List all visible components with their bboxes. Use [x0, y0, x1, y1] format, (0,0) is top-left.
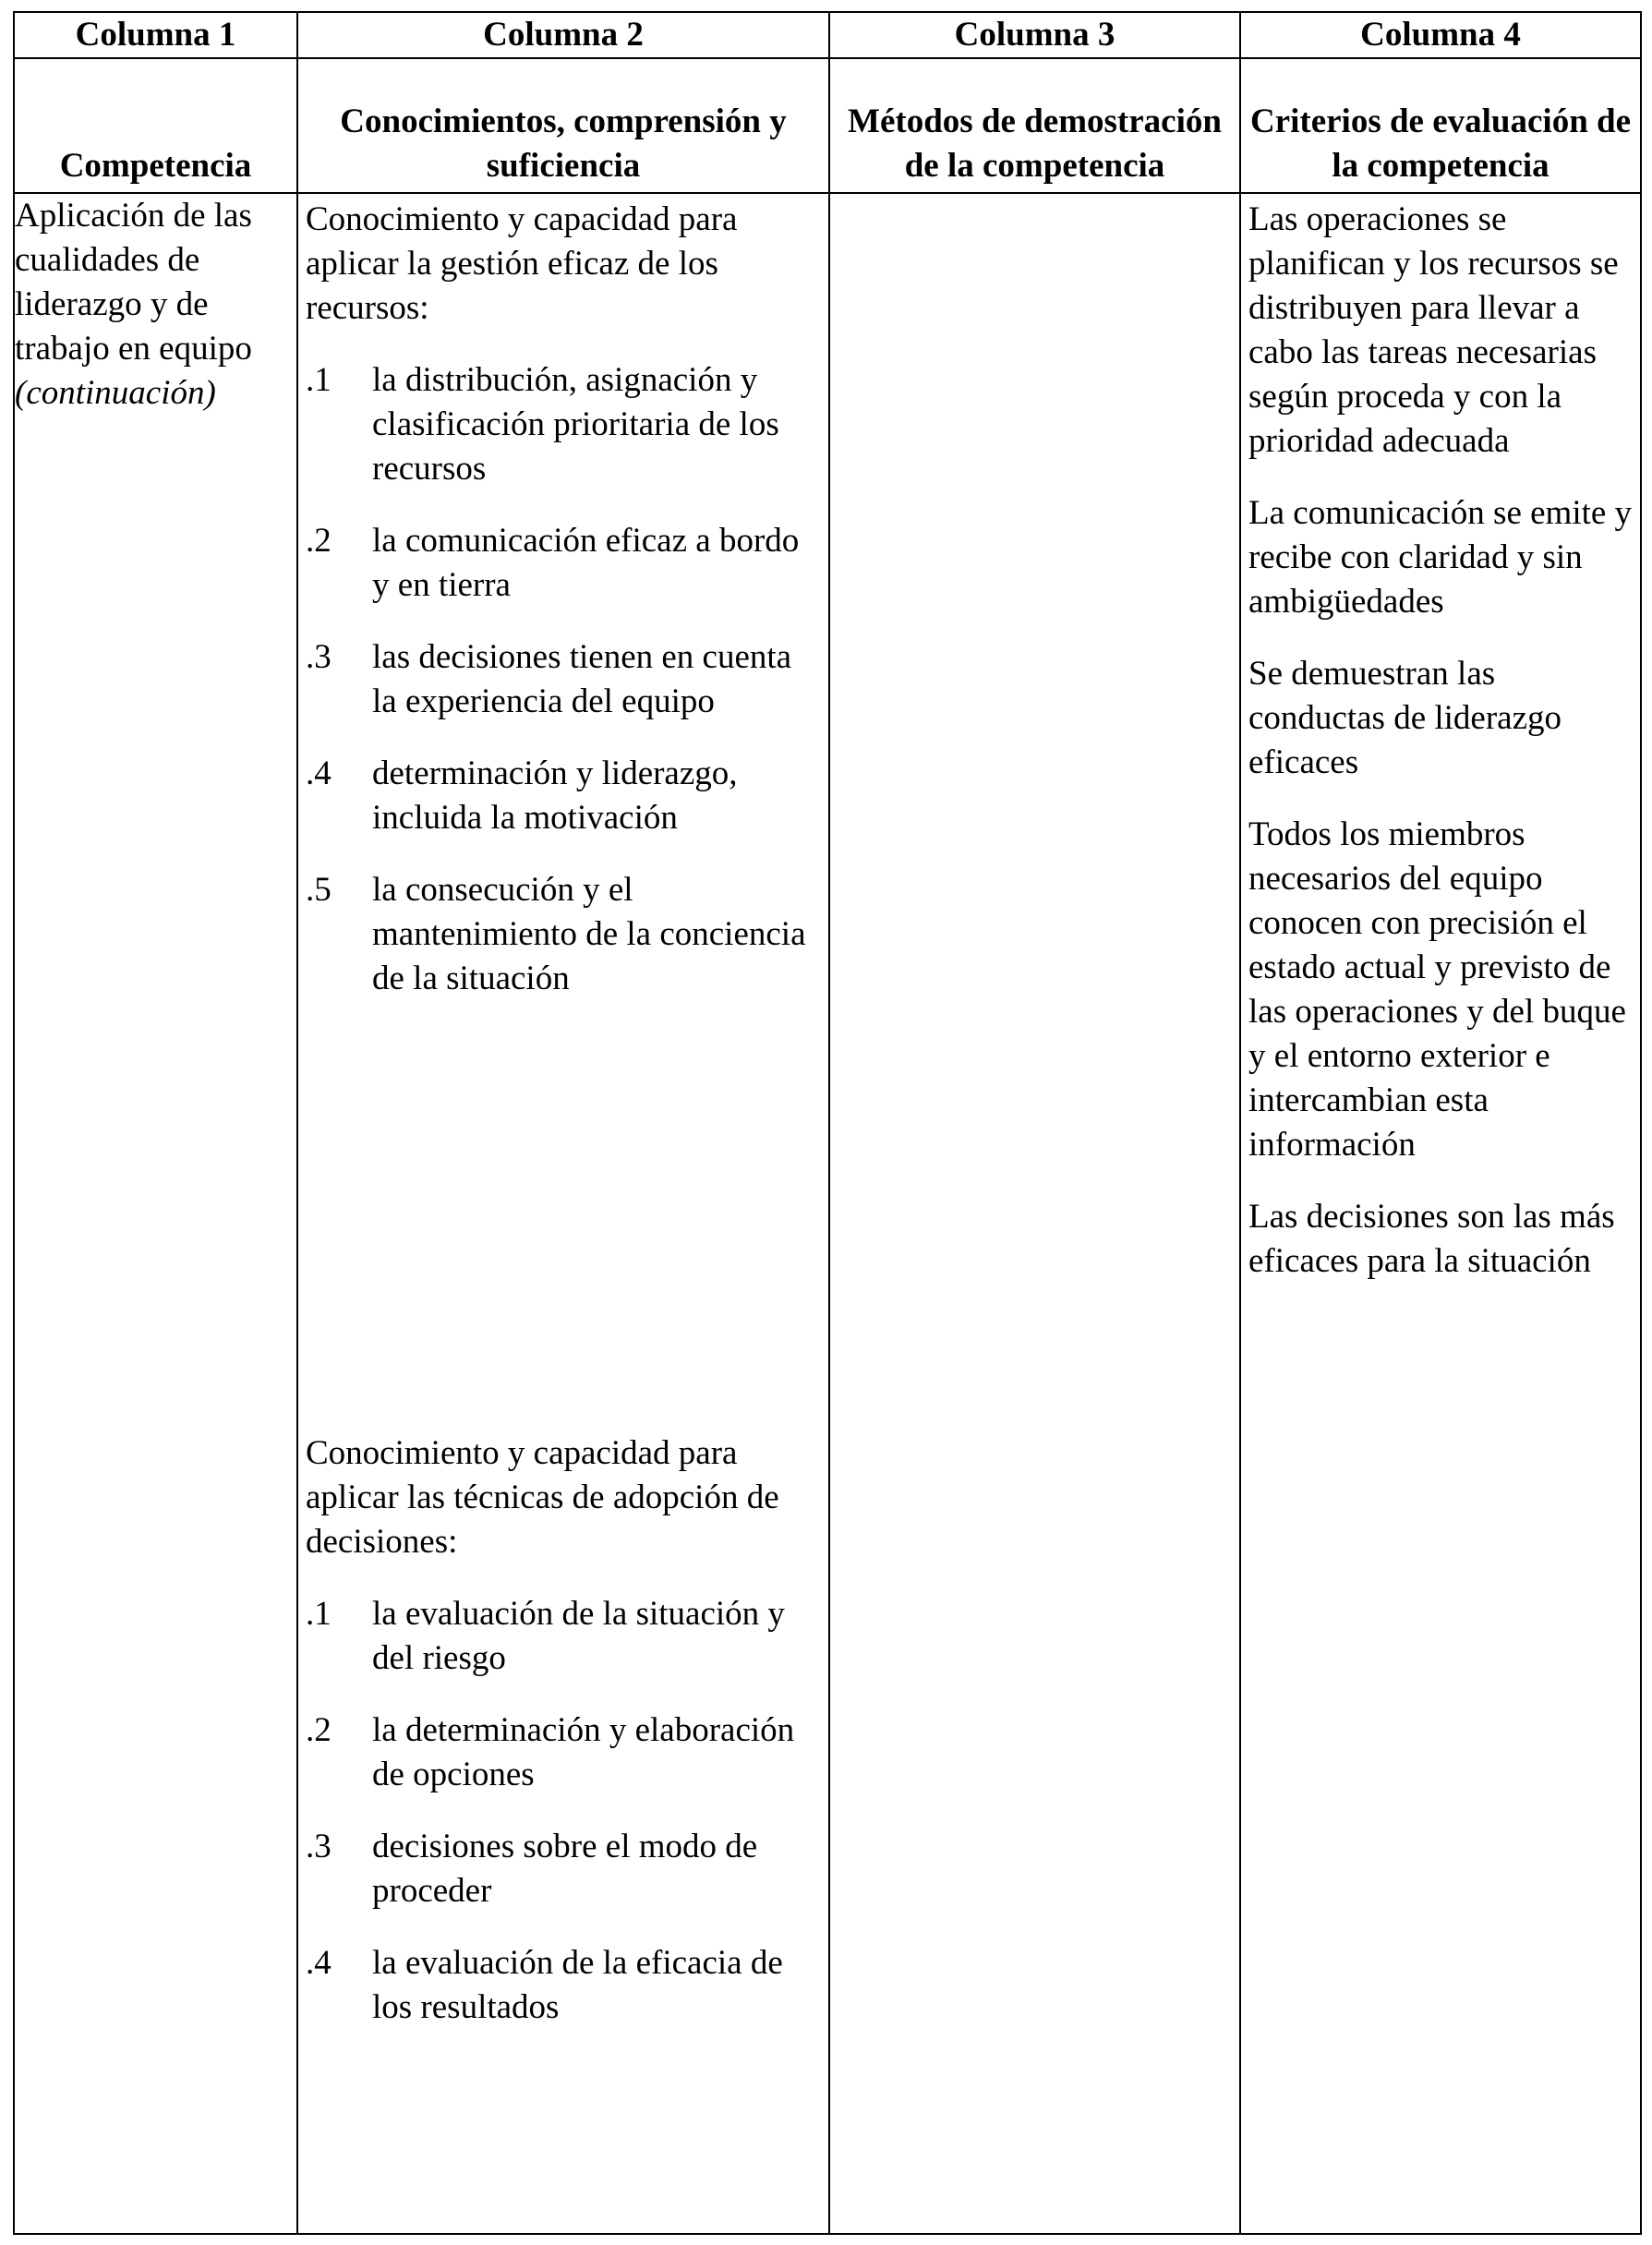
column-4-number: Columna 4 — [1240, 12, 1641, 58]
item-text: la determinación y elaboración de opciones — [372, 1711, 795, 1793]
item-text: la comunicación eficaz a bordo y en tierra — [372, 522, 800, 604]
column-number-row — [14, 12, 1641, 58]
competence-cell — [14, 193, 297, 2234]
item-number: .1 — [306, 1595, 332, 1633]
item-text: la evaluación de la situación y del riesgo — [372, 1595, 785, 1677]
column-4-title: Criterios de evaluación de la competencia — [1240, 58, 1641, 193]
item-text: la distribución, asignación y clasificación prioritaria de los recursos — [372, 361, 779, 488]
item-number: .5 — [306, 871, 332, 909]
criterion-text: La comunicación se emite y recibe con claridad y sin ambigüedades — [1248, 494, 1633, 621]
column-2-number: Columna 2 — [297, 12, 829, 58]
block2-intro: Conocimiento y capacidad para aplicar las técnicas de adopción de decisiones: — [306, 1434, 779, 1561]
list-item — [306, 519, 821, 608]
list-item — [306, 1708, 821, 1797]
criterion-text: Las operaciones se planifican y los recursos se distribuyen para llevar a cabo las tareas necesarias según proceda y con la prioridad adecuada — [1248, 200, 1619, 460]
criterion-text: Todos los miembros necesarios del equipo conocen con precisión el estado actual y previsto de las operaciones y del buque y el entorno exterior e intercambian esta información — [1248, 815, 1626, 1164]
knowledge-cell — [297, 193, 829, 2234]
item-number: .2 — [306, 1711, 332, 1749]
list-item — [306, 868, 821, 1001]
continuation-note: (continuación) — [15, 374, 216, 412]
block-spacer — [306, 1029, 821, 1431]
list-item — [306, 1941, 821, 2030]
item-number: .1 — [306, 361, 332, 399]
column-2-title: Conocimientos, comprensión y suficiencia — [297, 58, 829, 193]
criterion-text: Las decisiones son las más eficaces para la situación — [1248, 1198, 1615, 1280]
competence-table — [13, 11, 1642, 2235]
item-text: las decisiones tienen en cuenta la experiencia del equipo — [372, 638, 792, 720]
competence-text: Aplicación de las cualidades de liderazgo y de trabajo en equipo — [15, 197, 252, 368]
block1-intro: Conocimiento y capacidad para aplicar la gestión eficaz de los recursos: — [306, 200, 738, 327]
item-text: determinación y liderazgo, incluida la motivación — [372, 754, 738, 837]
item-number: .3 — [306, 638, 332, 676]
item-number: .2 — [306, 522, 332, 560]
list-item — [306, 1592, 821, 1681]
column-title-row — [14, 58, 1641, 193]
list-item — [306, 1825, 821, 1913]
column-1-title: Competencia — [14, 58, 297, 193]
list-item — [306, 635, 821, 724]
content-row — [14, 193, 1641, 2234]
column-3-title: Métodos de demostración de la competencia — [829, 58, 1240, 193]
column-3-number: Columna 3 — [829, 12, 1240, 58]
criteria-cell — [1240, 193, 1641, 2234]
item-text: la consecución y el mantenimiento de la conciencia de la situación — [372, 871, 806, 997]
item-number: .4 — [306, 754, 332, 792]
item-number: .4 — [306, 1944, 332, 1982]
item-number: .3 — [306, 1828, 332, 1865]
list-item — [306, 752, 821, 840]
methods-cell — [829, 193, 1240, 2234]
item-text: decisiones sobre el modo de proceder — [372, 1828, 758, 1910]
list-item — [306, 358, 821, 491]
item-text: la evaluación de la eficacia de los resultados — [372, 1944, 783, 2026]
column-1-number: Columna 1 — [14, 12, 297, 58]
criterion-text: Se demuestran las conductas de liderazgo eficaces — [1248, 655, 1562, 781]
